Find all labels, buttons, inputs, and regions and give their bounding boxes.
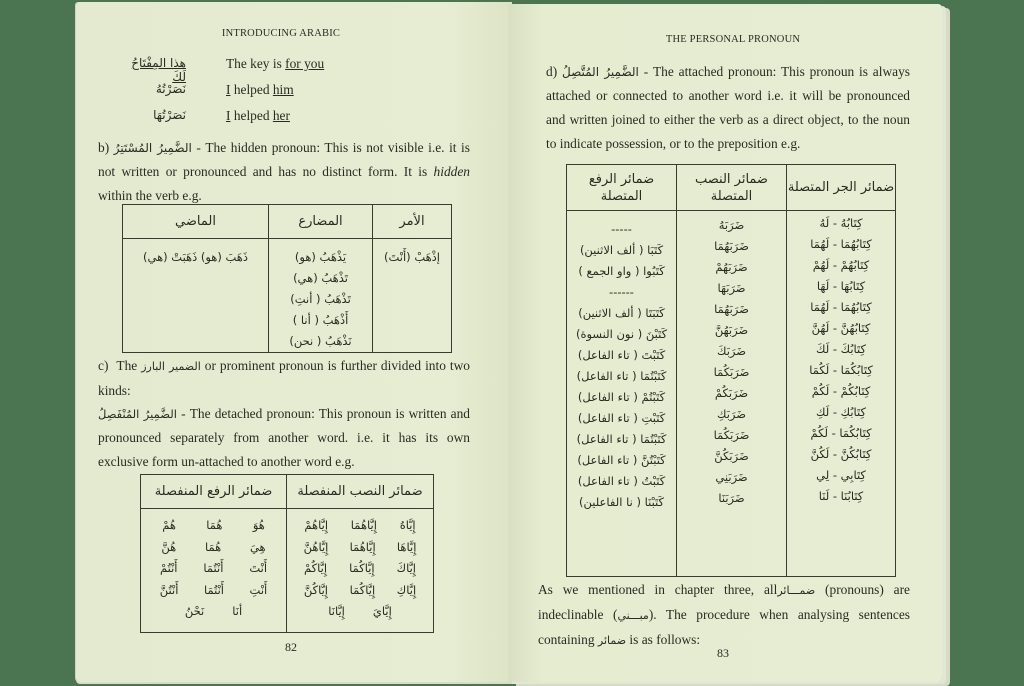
- page-number-left: 82: [285, 640, 297, 654]
- verb-conjugation-table: [122, 204, 452, 353]
- section-d-paragraph: d) الضَّمِيرُ المُتَّصِلُ - The attached pronoun: This pronoun is always attached or connected to another word i.e. it will be pronounced and written joined to either the verb as a direct object, to the noun to indicate possession, or to the preposition e.g.: [546, 64, 910, 151]
- cell-attached-genitive: كِتَابُهُ - لَهُ كِتَابُهُمَا - لَهُمَا كِتَابُهُمْ - لَهُمْ كِتَابُهَا - لَهَا كِتَابُهُمَا - لَهُمَا كِتَابُهُنَّ - لَهُنَّ كِتَابُكَ - لَكَ كِتَابُكُمَا - لَكُمَا كِتَابُكُمْ - لَكُمْ كِتَابُكِ - لَكِ كِتَابُكُمَا - لَكُمْ كِتَابُكُنَّ - لَكُنَّ كِتَابِي - لِي كِتَابُنَا - لَنَا: [787, 211, 896, 577]
- attached-pronouns-table: [566, 164, 896, 577]
- section-b-paragraph: b) الضَّمِيرُ المُسْتَتِرُ - The hidden pronoun: This is not visible i.e. it is not written or pronounced and has no distinct form. It is hidden within the verb e.g.: [98, 140, 470, 203]
- example-arabic: هذا المِفْتَاحُ لَكَ: [131, 56, 186, 84]
- cell-separate-nominative: هُوَ هُمَا هُمْ هِيَ هُمَا هُنَّ أَنْتَ أَنْتُمَا أَنْتُمْ أَنْتِ أَنْتُمَا أَنْتُنَّ أنَا نَحْنُ: [141, 509, 287, 633]
- separate-pronouns-table: [140, 474, 434, 633]
- cell-past: ذَهَبَ (هو) ذَهَبَتْ (هي): [123, 239, 269, 353]
- example-row-2: [116, 80, 416, 104]
- right-page: [508, 4, 942, 682]
- example-arabic: نَصَرْتُهُ: [155, 82, 186, 96]
- cell-attached-accusative: ضَرَبَهُ ضَرَبَهُمَا ضَرَبَهُمْ ضَرَبَهَا ضَرَبَهُمَا ضَرَبَهُنَّ ضَرَبَكَ ضَرَبَكُمَا ضَرَبَكُمْ ضَرَبَكِ ضَرَبَكُمَا ضَرَبَكُنَّ ضَرَبَنِي ضَرَبَنَا: [677, 211, 787, 577]
- detached-pronoun-paragraph: الضَّمِيرُ المُنْفَصِلُ - The detached pronoun: This pronoun is written and pronounced separately from another word. i.e. it has its own exclusive form un-attached to another word e.g.: [98, 406, 471, 469]
- cell-imperative: إذْهَبْ (أَنْتَ): [373, 239, 452, 353]
- header-attached-accusative: ضمائر النصب المتصلة: [677, 165, 787, 211]
- header-attached-nominative: ضمائر الرفع المتصلة: [567, 165, 677, 211]
- running-head-right: THE PERSONAL PRONOUN: [665, 34, 801, 45]
- header-separate-accusative: ضمائر النصب المنفصلة: [287, 475, 434, 509]
- cell-present: يَذْهَبُ (هو) تَذْهَبُ (هي) تَذْهَبُ ( أنتِ) أَذْهَبُ ( أنا ) نَذْهَبُ ( نحن): [269, 239, 373, 353]
- header-imperative: الأمر: [373, 205, 452, 239]
- header-past: الماضي: [123, 205, 269, 239]
- example-english: The key is for you: [226, 56, 325, 71]
- cell-attached-nominative: ----- كَتَبَا ( ألف الاثنين) كَتَبُوا ( واو الجمع ) ------ كَتَبَتَا ( ألف الاثنين) كَتَبْنَ ( نون النسوة) كَتَبْتَ ( تاء الفاعل) كَتَبْتُمَا ( تاء الفاعل) كَتَبْتُمْ ( تاء الفاعل) كَتَبْتِ ( تاء الفاعل) كَتَبْتُمَا ( تاء الفاعل) كَتَبْتُنَّ ( تاء الفاعل) كَتَبْتُ ( تاء الفاعل) كَتَبْنَا ( نا الفاعلين): [567, 211, 677, 577]
- example-arabic: نَصَرْتُهَا: [153, 108, 186, 122]
- section-c-paragraph: c) The الضمير البارز or prominent pronoun is further divided into two kinds:: [98, 358, 470, 398]
- closing-paragraph: As we mentioned in chapter three, allضمـــائر (pronouns) are indeclinable (مبـــني). The procedure when analysing sentences containing ضمائر is as follows:: [538, 582, 910, 647]
- header-separate-nominative: ضمائر الرفع المنفصلة: [141, 475, 287, 509]
- example-english: I helped her: [226, 108, 290, 123]
- left-page: [76, 2, 512, 682]
- header-present: المضارع: [269, 205, 373, 239]
- cell-separate-accusative: إِيَّاهُ إِيَّاهُمَا إِيَّاهُمْ إِيَّاهَا إِيَّاهُمَا إِيَّاهُنَّ إِيَّاكَ إِيَّاكُمَا إِيَّاكُمْ إِيَّاكِ إِيَّاكُمَا إِيَّاكُنَّ إِيَّايَ إِيَّانَا: [287, 509, 434, 633]
- example-row-1: [116, 54, 416, 84]
- page-number-right: 83: [717, 646, 729, 660]
- running-head-left: INTRODUCING ARABIC: [221, 28, 341, 39]
- header-attached-genitive: ضمائر الجر المتصلة: [787, 165, 896, 211]
- example-english: I helped him: [226, 82, 294, 97]
- example-row-3: [116, 106, 416, 130]
